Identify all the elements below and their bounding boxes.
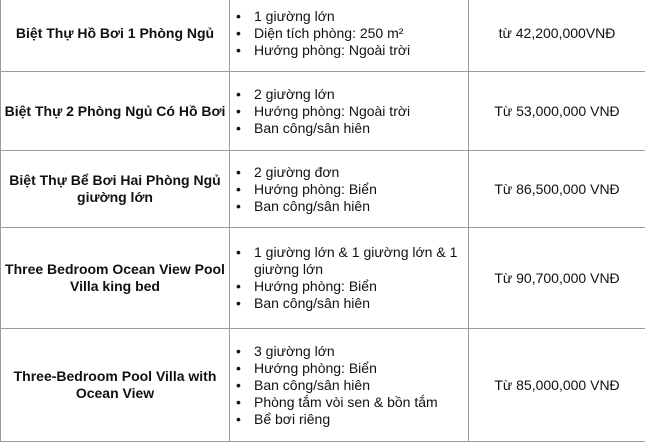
feature-item bbox=[230, 278, 468, 295]
bullet-icon: • bbox=[236, 244, 241, 260]
room-features-cell bbox=[230, 151, 469, 228]
feature-text: Ban công/sân hiên bbox=[254, 376, 370, 393]
table-row bbox=[1, 0, 645, 72]
room-name: Biệt Thự Bể Bơi Hai Phòng Ngủ giường lớn bbox=[1, 151, 230, 228]
feature-text: 3 giường lớn bbox=[254, 342, 335, 359]
room-price: Từ 53,000,000 VNĐ bbox=[469, 72, 645, 151]
feature-item bbox=[230, 360, 468, 377]
bullet-icon: • bbox=[236, 342, 241, 359]
bullet-icon: • bbox=[236, 393, 241, 410]
room-name: Biệt Thự 2 Phòng Ngủ Có Hồ Bơi bbox=[1, 72, 230, 151]
bullet-icon: • bbox=[236, 278, 241, 294]
bullet-icon: • bbox=[236, 180, 241, 197]
feature-item bbox=[230, 86, 468, 103]
feature-text: Phòng tắm vòi sen & bồn tắm bbox=[254, 393, 438, 410]
room-features-cell bbox=[230, 329, 469, 442]
room-price: Từ 85,000,000 VNĐ bbox=[469, 329, 645, 442]
feature-item bbox=[230, 244, 468, 278]
bullet-icon: • bbox=[236, 359, 241, 376]
feature-item bbox=[230, 164, 468, 181]
table-row bbox=[1, 228, 645, 329]
feature-text: 1 giường lớn bbox=[254, 7, 335, 24]
feature-text: 2 giường đơn bbox=[254, 163, 340, 180]
room-price: Từ 86,500,000 VNĐ bbox=[469, 151, 645, 228]
bullet-icon: • bbox=[236, 119, 241, 136]
feature-text: Ban công/sân hiên bbox=[254, 197, 370, 214]
feature-item bbox=[230, 377, 468, 394]
bullet-icon: • bbox=[236, 102, 241, 119]
bullet-icon: • bbox=[236, 163, 241, 180]
bullet-icon: • bbox=[236, 41, 241, 58]
feature-item bbox=[230, 181, 468, 198]
room-features-cell bbox=[230, 72, 469, 151]
bullet-icon: • bbox=[236, 295, 241, 311]
feature-item bbox=[230, 411, 468, 428]
table-row bbox=[1, 151, 645, 228]
feature-text: Hướng phòng: Ngoài trời bbox=[254, 41, 411, 58]
feature-item bbox=[230, 103, 468, 120]
feature-text: 2 giường lớn bbox=[254, 85, 335, 102]
feature-item bbox=[230, 25, 468, 42]
feature-item bbox=[230, 343, 468, 360]
room-features-cell bbox=[230, 0, 469, 72]
feature-list bbox=[230, 8, 468, 59]
feature-text: Diện tích phòng: 250 m² bbox=[254, 24, 404, 41]
room-name: Three-Bedroom Pool Villa with Ocean View bbox=[1, 329, 230, 442]
feature-item bbox=[230, 120, 468, 137]
bullet-icon: • bbox=[236, 197, 241, 214]
feature-text: Hướng phòng: Biển bbox=[254, 180, 377, 197]
feature-text: Hướng phòng: Biển bbox=[254, 278, 377, 294]
room-features-cell bbox=[230, 228, 469, 329]
room-name: Three Bedroom Ocean View Pool Villa king bed bbox=[1, 228, 230, 329]
feature-text: Ban công/sân hiên bbox=[254, 295, 370, 311]
bullet-icon: • bbox=[236, 85, 241, 102]
feature-item bbox=[230, 394, 468, 411]
bullet-icon: • bbox=[236, 410, 241, 427]
feature-list bbox=[230, 86, 468, 137]
feature-text: Bể bơi riêng bbox=[254, 410, 331, 427]
room-price: Từ 90,700,000 VNĐ bbox=[469, 228, 645, 329]
feature-list bbox=[230, 244, 468, 312]
room-price: từ 42,200,000VNĐ bbox=[469, 0, 645, 72]
feature-text: Hướng phòng: Ngoài trời bbox=[254, 102, 411, 119]
feature-text: Ban công/sân hiên bbox=[254, 119, 370, 136]
bullet-icon: • bbox=[236, 24, 241, 41]
room-name: Biệt Thự Hồ Bơi 1 Phòng Ngủ bbox=[1, 0, 230, 72]
feature-text: Hướng phòng: Biển bbox=[254, 359, 377, 376]
table-row bbox=[1, 329, 645, 442]
feature-item bbox=[230, 42, 468, 59]
feature-item bbox=[230, 198, 468, 215]
feature-item bbox=[230, 295, 468, 312]
bullet-icon: • bbox=[236, 376, 241, 393]
table-row bbox=[1, 72, 645, 151]
feature-list bbox=[230, 164, 468, 215]
feature-item bbox=[230, 8, 468, 25]
bullet-icon: • bbox=[236, 7, 241, 24]
feature-text: 1 giường lớn & 1 giường lớn & 1 giường lớn bbox=[254, 244, 458, 277]
feature-list bbox=[230, 343, 468, 428]
